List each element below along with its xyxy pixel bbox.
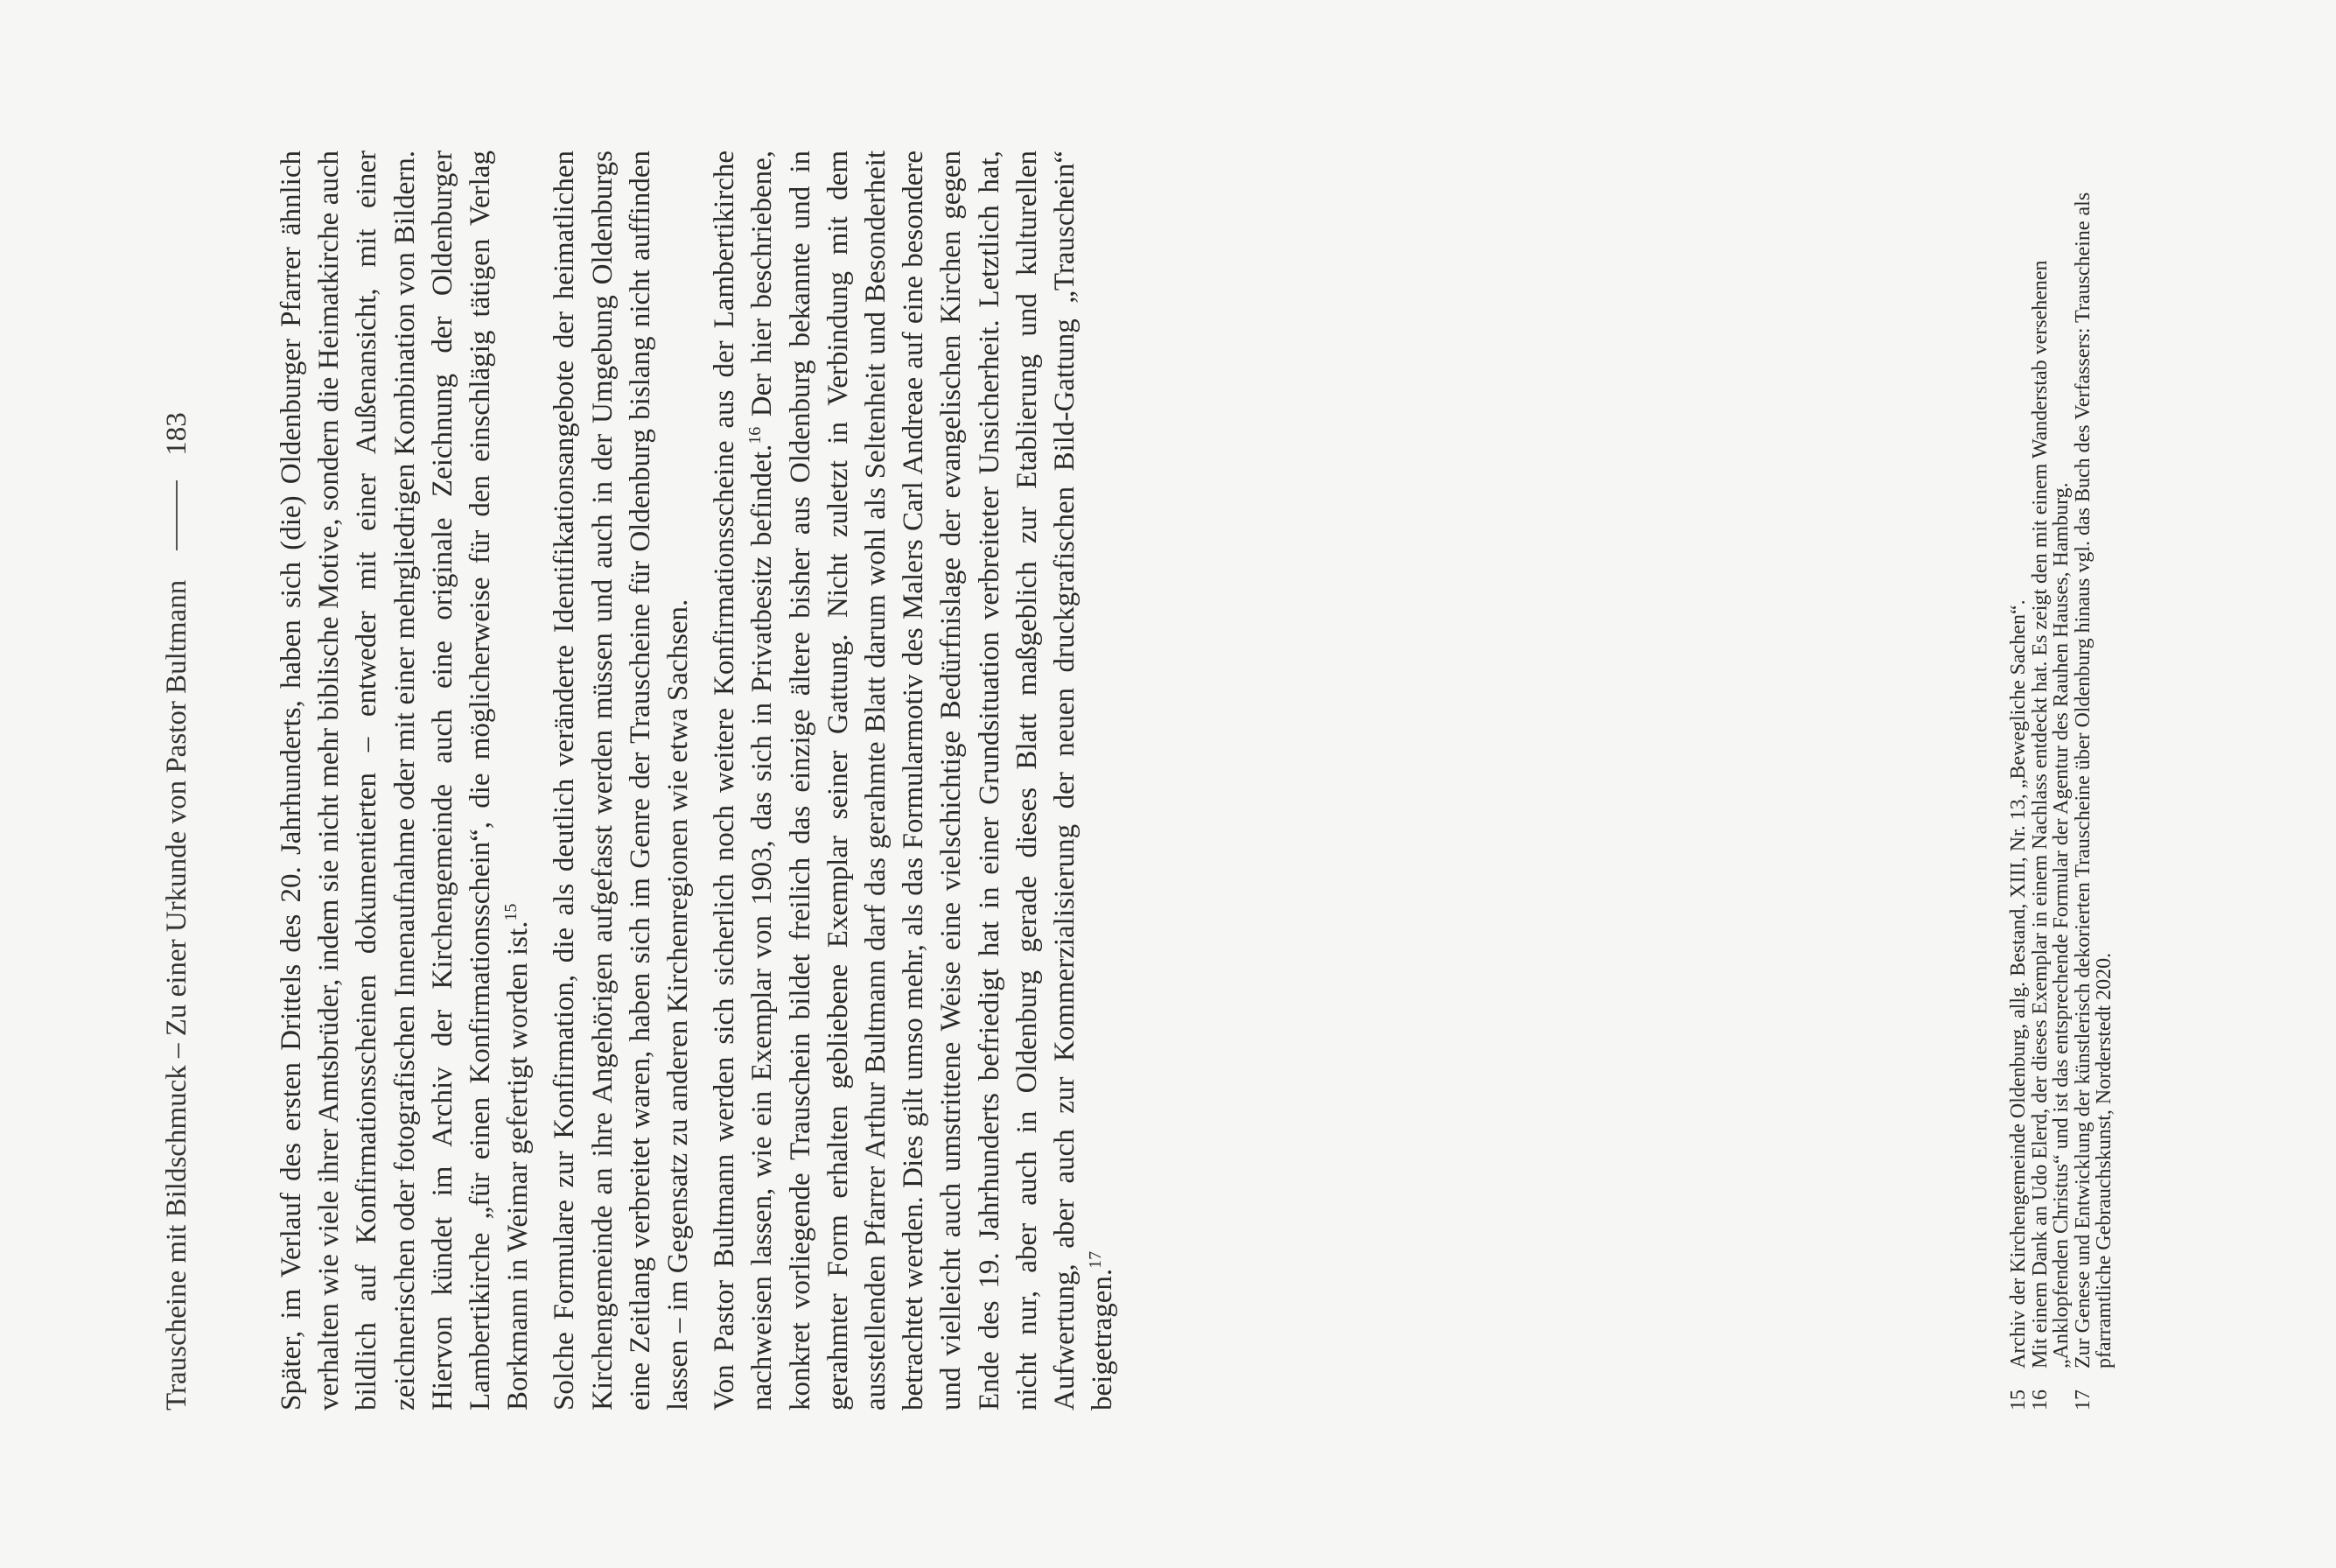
footnote: [2073, 150, 2116, 1410]
footnote-text: Zur Genese und Entwicklung der künstlerisch dekorierten Trauscheine über Oldenburg hinaus vgl. das Buch des Verfassers: Trauscheine als pfarramtliche Gebrauchskunst, Norderstedt 2020.: [2071, 192, 2116, 1368]
body-text: [273, 150, 1122, 1410]
running-head-rule: [176, 480, 178, 550]
footnote-ref: 17: [1086, 1250, 1106, 1269]
running-head-title: Trauscheine mit Bildschmuck – Zu einer Urkunde von Pastor Bultmann: [160, 579, 192, 1410]
page-number: 183: [160, 412, 192, 456]
footnote-ref: 16: [745, 426, 766, 444]
paragraph-text: Der hier beschriebene, konkret vorliegende Trauschein bildet freilich das einzige ältere bisher aus Oldenburg bekannte und in gerahmter Form erhalten gebliebene Exemplar seiner Gattung. Nicht zuletzt in Verbindung mit dem ausstellenden Pfarrer Arthur Bultmann darf das gerahmte Blatt darum wohl als Seltenheit und Besonderheit betrachtet werden. Dies gilt umso mehr, als das Formularmotiv des Malers Carl Andreae auf eine besondere und vielleicht auch umstrittene Weise eine vielschichtige Bedürfnislage der evangelischen Kirchen gegen Ende des 19. Jahrhunderts befriedigt hat in einer Grundsituation verbreiteter Unsicherheit. Letztlich hat, nicht nur, aber auch in Oldenburg gerade dieses Blatt maßgeblich zur Etablierung und kulturellen Aufwertung, aber auch zur Kommerzialisierung der neuen druckgrafischen Bild-Gattung „Trauschein“ beigetragen.: [746, 150, 1119, 1410]
footnote-number: 15: [2007, 1390, 2030, 1410]
footnotes: [2008, 150, 2116, 1410]
paragraph: [273, 150, 537, 1410]
footnote-text: Mit einem Dank an Udo Elerd, der dieses Exemplar in einem Nachlass entdeckt hat. Es zeigt den mit einem Wanderstab versehenen „Anklopfenden Christus“ und ist das entsprechende Formular der Agentur des Rauhen Hauses, Hamburg.: [2028, 260, 2073, 1368]
footnote-number: 17: [2071, 1390, 2095, 1410]
footnote-number: 16: [2028, 1390, 2052, 1410]
running-head: [159, 150, 194, 1410]
paragraph-text: Solche Formulare zur Konfirmation, die als deutlich veränderte Identifikationsangebote der heimatlichen Kirchengemeinde an ihre Angehörigen aufgefasst werden müssen und auch in der Umgebung Oldenburgs eine Zeitlang verbreitet waren, haben sich im Genre der Trauscheine für Oldenburg bislang nicht auffinden lassen – im Gegensatz zu anderen Kirchenregionen wie etwa Sachsen.: [549, 150, 695, 1410]
footnote-ref: 15: [501, 903, 521, 921]
footnote: [2008, 150, 2030, 1410]
footnote-text: Archiv der Kirchengemeinde Oldenburg, allg. Bestand, XIII, Nr. 13, „Bewegliche Sachen“.: [2007, 599, 2030, 1368]
paragraph-text: Später, im Verlauf des ersten Drittels des 20. Jahrhunderts, haben sich (die) Oldenburger Pfarrer ähnlich verhalten wie viele ihrer Amtsbrüder, indem sie nicht mehr biblische Motive, sondern die Heimatkirche auch bildlich auf Konfirmationsscheinen dokumentierten – entweder mit einer Außenansicht, mit einer zeichnerischen oder fotografischen Innenaufnahme oder mit einer mehrgliedrigen Kombination von Bildern. Hiervon kündet im Archiv der Kirchengemeinde auch eine originale Zeichnung der Oldenburger Lambertikirche „für einen Konfirmationsschein“, die möglicherweise für den einschlägig tätigen Verlag Borkmann in Weimar gefertigt worden ist.: [276, 150, 535, 1410]
paragraph-text: Von Pastor Bultmann werden sich sicherlich noch weitere Konfirmationsscheine aus der Lambertikirche nachweisen lassen, wie ein Exemplar von 1903, das sich in Privatbesitz befindet.: [709, 150, 779, 1410]
paragraph: [546, 150, 697, 1410]
footnote: [2030, 150, 2073, 1410]
paragraph: [706, 150, 1122, 1410]
